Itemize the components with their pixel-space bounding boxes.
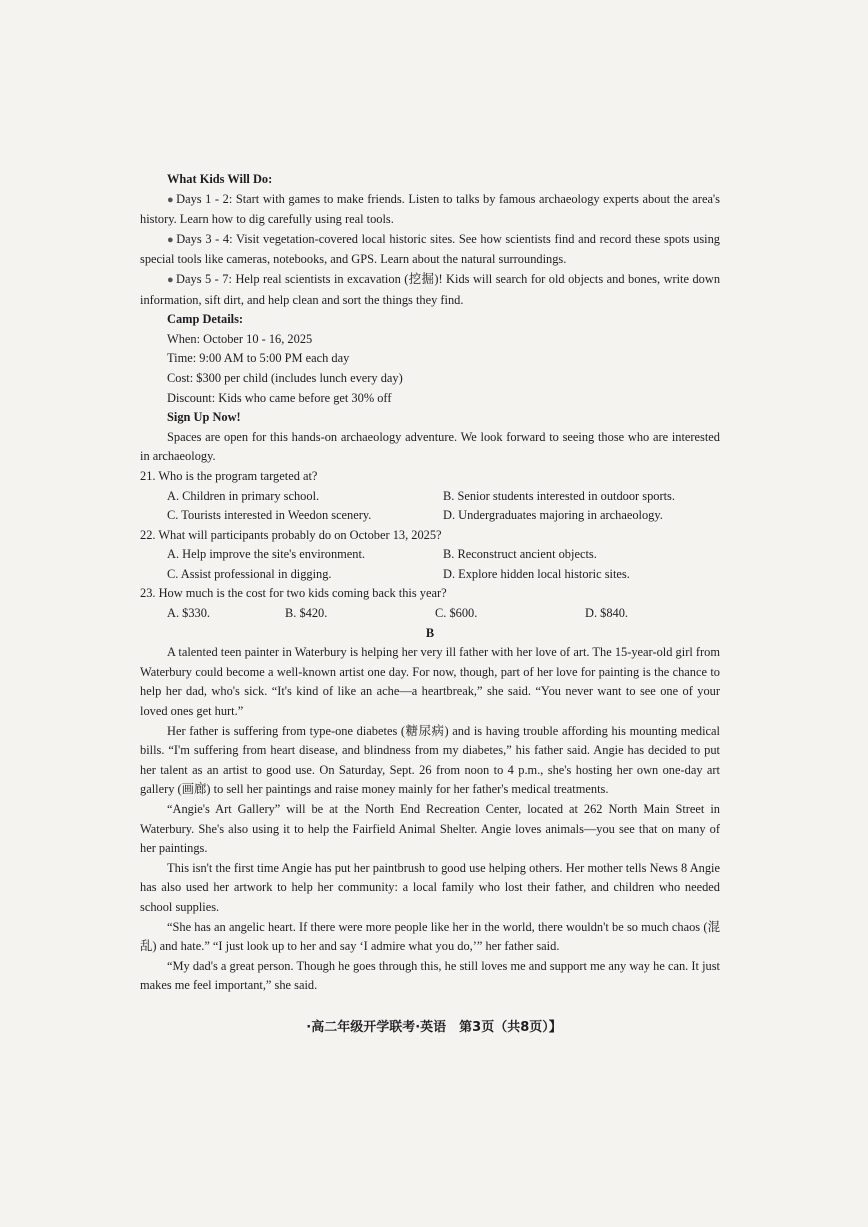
camp-time: Time: 9:00 AM to 5:00 PM each day xyxy=(167,351,350,366)
page-content xyxy=(140,170,720,996)
option-c: C. Assist professional in digging. xyxy=(167,566,332,581)
option-b: B. Senior students interested in outdoor sports. xyxy=(443,488,675,503)
passage-paragraph: Her father is suffering from type-one diabetes (糖尿病) and is having trouble affording his mounting medical bills. “I'm suffering from heart disease, and blindness from my diabetes,” his father said. Angie has decided to put her talent as an artist to good use. On Saturday, Sept. 26 from noon to 4 p.m., she's hosting her own one-day art gallery (画廊) to sell her paintings and raise money mainly for her father's medical treatments. xyxy=(140,723,720,797)
option-d: D. Explore hidden local historic sites. xyxy=(443,566,630,581)
passage-paragraph: “Angie's Art Gallery” will be at the North End Recreation Center, located at 262 North Main Street in Waterbury. She's also using it to help the Fairfield Animal Shelter. Angie loves animals—you see that on many of her paintings. xyxy=(140,802,720,856)
option-a: A. Children in primary school. xyxy=(167,488,320,503)
camp-when: When: October 10 - 16, 2025 xyxy=(167,331,313,346)
question-21: 21. Who is the program targeted at? xyxy=(140,468,318,483)
bullet-icon xyxy=(167,232,176,246)
option-b: B. $420. xyxy=(285,606,328,621)
bullet-icon xyxy=(167,272,176,286)
what-kids-heading: What Kids Will Do: xyxy=(167,172,273,186)
question-23-options xyxy=(140,604,720,624)
section-b-label: B xyxy=(425,625,435,640)
page-footer: ·高二年级开学联考·英语 第3页（共8页）】 xyxy=(306,1020,562,1035)
days-3-4: ● Days 3 - 4: Visit vegetation-covered local historic sites. See how scientists find and record these spots using special tools like cameras, notebooks, and GPS. Learn about the natural surroundings. xyxy=(140,230,720,270)
camp-details-heading: Camp Details: xyxy=(167,312,244,327)
question-22: 22. What will participants probably do on October 13, 2025? xyxy=(140,527,442,542)
days-5-7: ● Days 5 - 7: Help real scientists in excavation (挖掘)! Kids will search for old objects and bones, write down information, sift dirt, and help clean and sort the things they find. xyxy=(140,270,720,310)
option-b: B. Reconstruct ancient objects. xyxy=(443,547,597,562)
question-22-options xyxy=(140,545,720,584)
passage-paragraph: A talented teen painter in Waterbury is helping her very ill father with her love of art. The 15-year-old girl from Waterbury could become a well-known artist one day. For now, though, part of her love for painting is the chance to help her dad, who's sick. “It's kind of like an ache—a heartbreak,” she said. “You never want to see one of your loved ones get hurt.” xyxy=(140,645,720,719)
option-c: C. $600. xyxy=(435,606,478,621)
camp-cost: Cost: $300 per child (includes lunch every day) xyxy=(167,370,403,385)
sign-up-heading: Sign Up Now! xyxy=(167,410,241,425)
question-23: 23. How much is the cost for two kids coming back this year? xyxy=(140,586,447,601)
passage-paragraph: “My dad's a great person. Though he goes through this, he still loves me and support me any way he can. It just makes me feel important,” she said. xyxy=(140,958,720,993)
passage-paragraph: “She has an angelic heart. If there were more people like her in the world, there wouldn't be so much chaos (混乱) and hate.” “I just look up to her and say ‘I admire what you do,’” her father said. xyxy=(140,919,720,954)
camp-discount: Discount: Kids who came before get 30% off xyxy=(167,390,392,405)
option-a: A. Help improve the site's environment. xyxy=(167,547,366,562)
option-d: D. $840. xyxy=(585,606,629,621)
days-1-2: ● Days 1 - 2: Start with games to make friends. Listen to talks by famous archaeology experts about the area's history. Learn how to dig carefully using real tools. xyxy=(140,190,720,230)
question-21-options xyxy=(140,487,720,526)
option-c: C. Tourists interested in Weedon scenery. xyxy=(167,508,372,523)
bullet-icon xyxy=(167,192,176,206)
option-a: A. $330. xyxy=(167,606,211,621)
passage-paragraph: This isn't the first time Angie has put her paintbrush to good use helping others. Her mother tells News 8 Angie has also used her artwork to help her community: a local family who lost their father, and children who needed school supplies. xyxy=(140,860,720,914)
option-d: D. Undergraduates majoring in archaeology. xyxy=(443,508,663,523)
sign-up-text: Spaces are open for this hands-on archaeology adventure. We look forward to seeing those who are interested in archaeology. xyxy=(140,429,720,464)
